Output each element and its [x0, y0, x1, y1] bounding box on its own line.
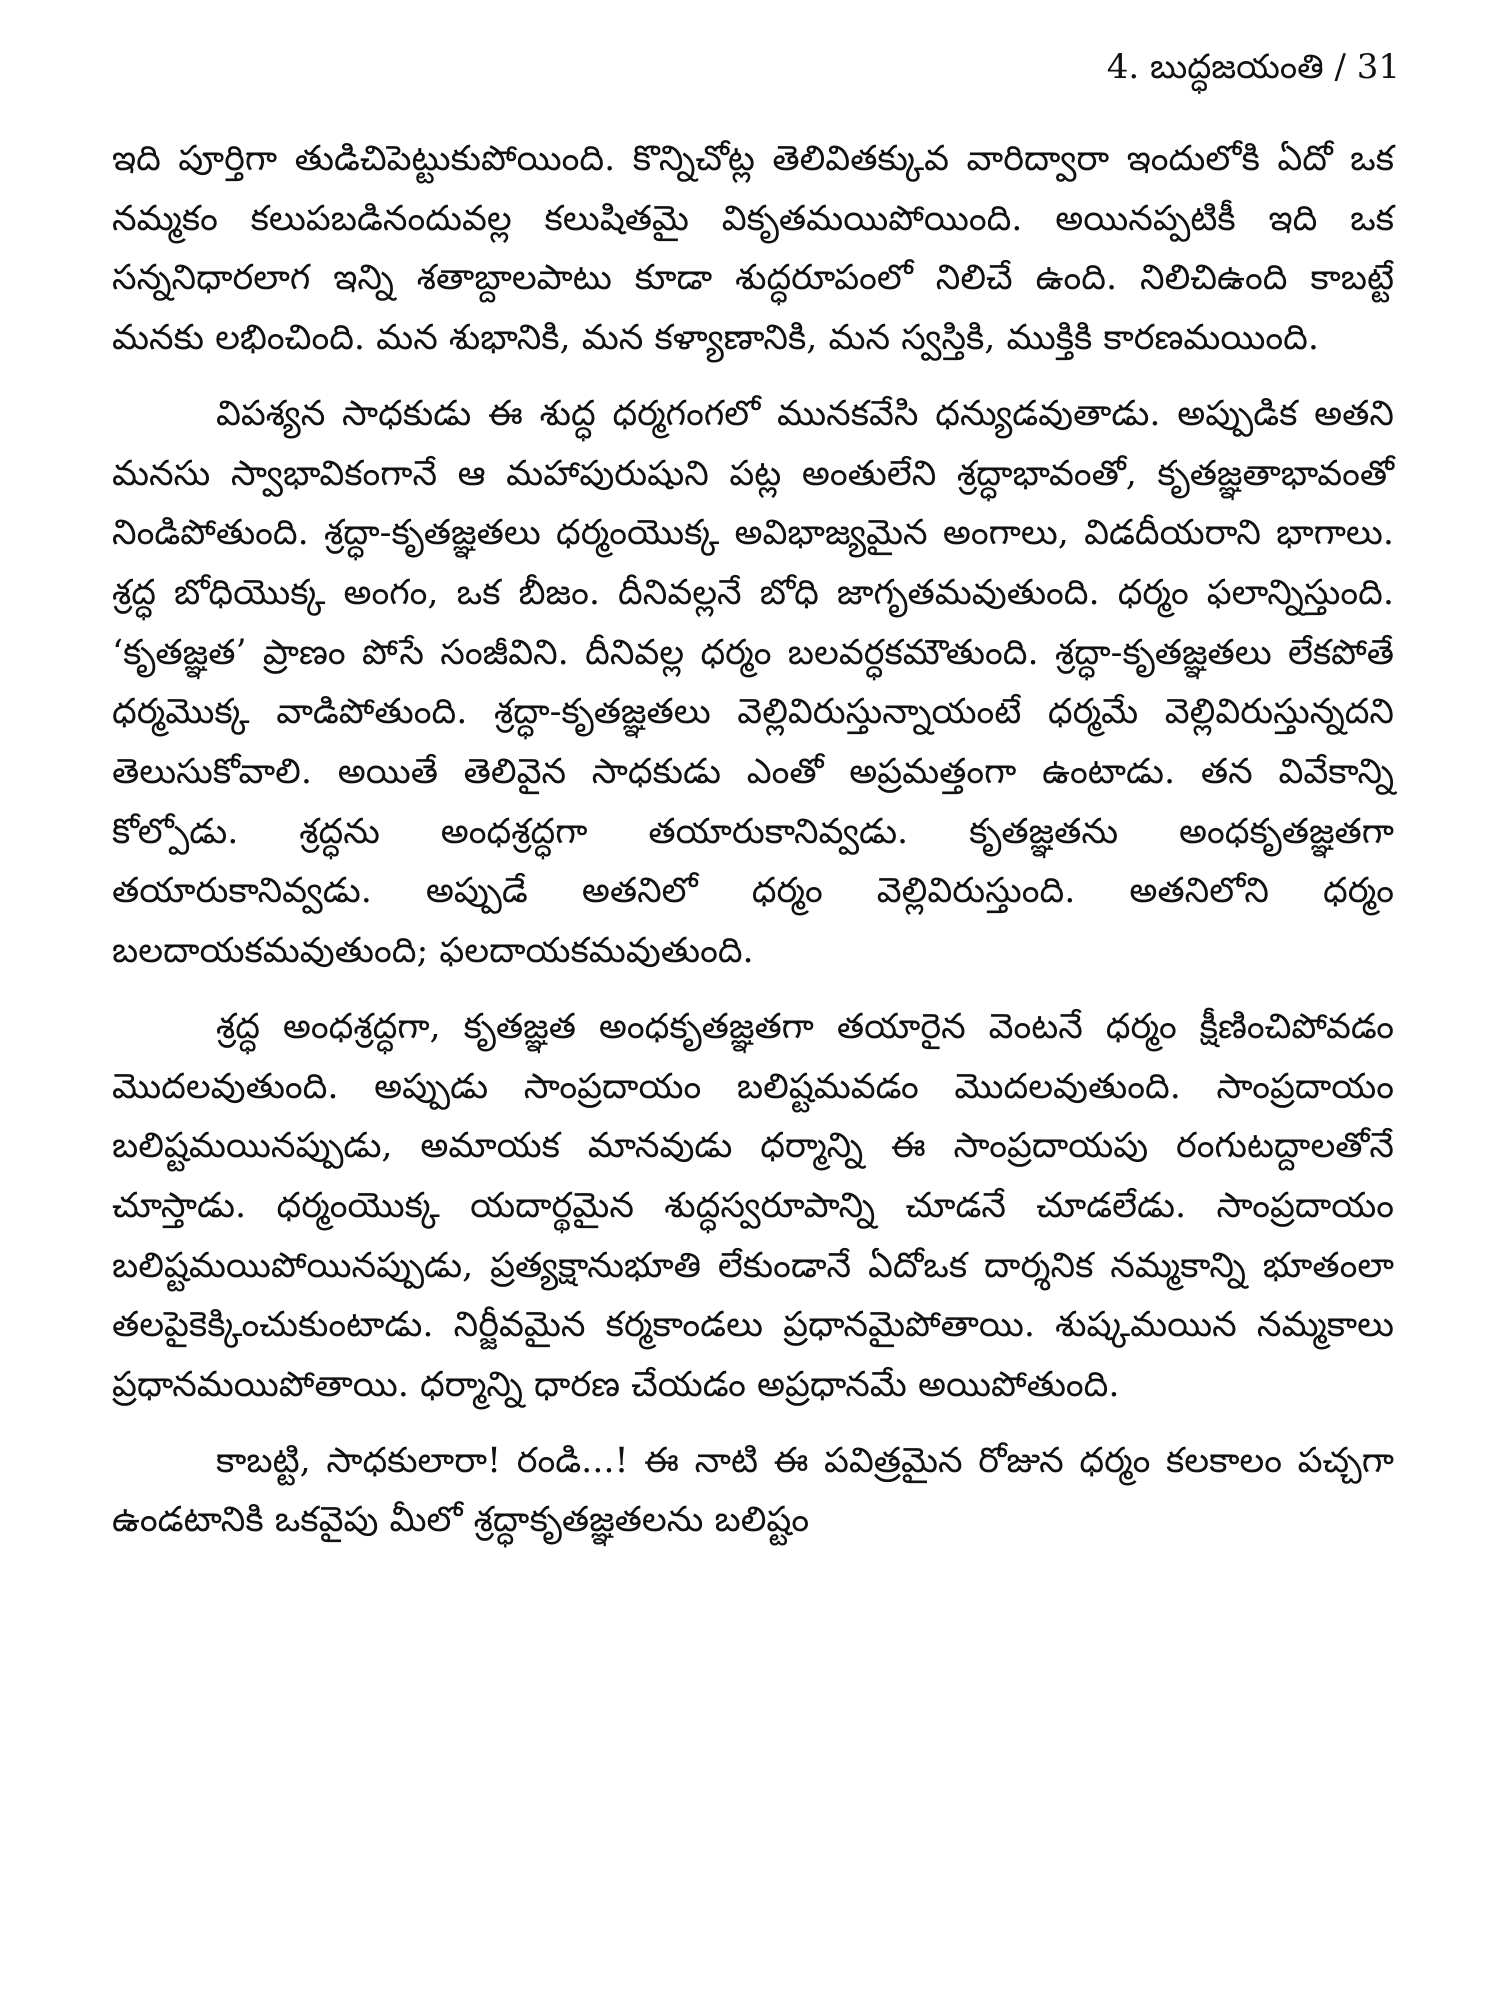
paragraph-3: శ్రద్ధ అంధశ్రద్ధగా, కృతజ్ఞత అంధకృతజ్ఞతగా తయారైన వెంటనే ధర్మం క్షీణించిపోవడం మొదలవుతుంది. అప్పుడు సాంప్రదాయం బలిష్టమవడం మొదలవుతుంది. సాంప్రదాయం బలిష్టమయినప్పుడు, అమాయక మానవుడు ధర్మాన్ని ఈ సాంప్రదాయపు రంగుటద్దాలతోనే చూస్తాడు. ధర్మంయొక్క యదార్థమైన శుద్ధస్వరూపాన్ని చూడనే చూడలేడు. సాంప్రదాయం బలిష్టమయిపోయినప్పుడు, ప్రత్యక్షానుభూతి లేకుండానే ఏదోఒక దార్శనిక నమ్మకాన్ని భూతంలా తలపైకెక్కించుకుంటాడు. నిర్జీవమైన కర్మకాండలు ప్రధానమైపోతాయి. శుష్కమయిన నమ్మకాలు ప్రధానమయిపోతాయి. ధర్మాన్ని ధారణ చేయడం అప్రధానమే అయిపోతుంది. — [112, 1006, 1394, 1406]
running-head: 4. బుద్ధజయంతి / 31 — [1106, 47, 1400, 87]
paragraph-2: విపశ్యన సాధకుడు ఈ శుద్ధ ధర్మగంగలో మునకవేసి ధన్యుడవుతాడు. అప్పుడిక అతని మనసు స్వాభావికంగానే ఆ మహాపురుషుని పట్ల అంతులేని శ్రద్ధాభావంతో, కృతజ్ఞతాభావంతో నిండిపోతుంది. శ్రద్ధా-కృతజ్ఞతలు ధర్మంయొక్క అవిభాజ్యమైన అంగాలు, విడదీయరాని భాగాలు. శ్రద్ధ బోధియొక్క అంగం, ఒక బీజం. దీనివల్లనే బోధి జాగృతమవుతుంది. ధర్మం ఫలాన్నిస్తుంది. ‘కృతజ్ఞత’ ప్రాణం పోసే సంజీవిని. దీనివల్ల ధర్మం బలవర్ధకమౌతుంది. శ్రద్ధా-కృతజ్ఞతలు లేకపోతే ధర్మమొక్క వాడిపోతుంది. శ్రద్ధా-కృతజ్ఞతలు వెల్లివిరుస్తున్నాయంటే ధర్మమే వెల్లివిరుస్తున్నదని తెలుసుకోవాలి. అయితే తెలివైన సాధకుడు ఎంతో అప్రమత్తంగా ఉంటాడు. తన వివేకాన్ని కోల్పోడు. శ్రద్ధను అంధశ్రద్ధగా తయారుకానివ్వడు. కృతజ్ఞతను అంధకృతజ్ఞతగా తయారుకానివ్వడు. అప్పుడే అతనిలో ధర్మం వెల్లివిరుస్తుంది. అతనిలోని ధర్మం బలదాయకమవుతుంది; ఫలదాయకమవుతుంది. — [112, 393, 1394, 972]
paragraph-4: కాబట్టి, సాధకులారా! రండి...! ఈ నాటి ఈ పవిత్రమైన రోజున ధర్మం కలకాలం పచ్చగా ఉండటానికి ఒకవైపు మీలో శ్రద్ధాకృతజ్ఞతలను బలిష్టం — [112, 1440, 1394, 1541]
body-text — [112, 130, 1394, 1551]
paragraph-1: ఇది పూర్తిగా తుడిచిపెట్టుకుపోయింది. కొన్నిచోట్ల తెలివితక్కువ వారిద్వారా ఇందులోకి ఏదో ఒక నమ్మకం కలుపబడినందువల్ల కలుషితమై వికృతమయిపోయింది. అయినప్పటికీ ఇది ఒక సన్ననిధారలాగ ఇన్ని శతాబ్దాలపాటు కూడా శుద్ధరూపంలో నిలిచే ఉంది. నిలిచిఉంది కాబట్టే మనకు లభించింది. మన శుభానికి, మన కళ్యాణానికి, మన స్వస్తికి, ముక్తికి కారణమయింది. — [112, 139, 1394, 359]
